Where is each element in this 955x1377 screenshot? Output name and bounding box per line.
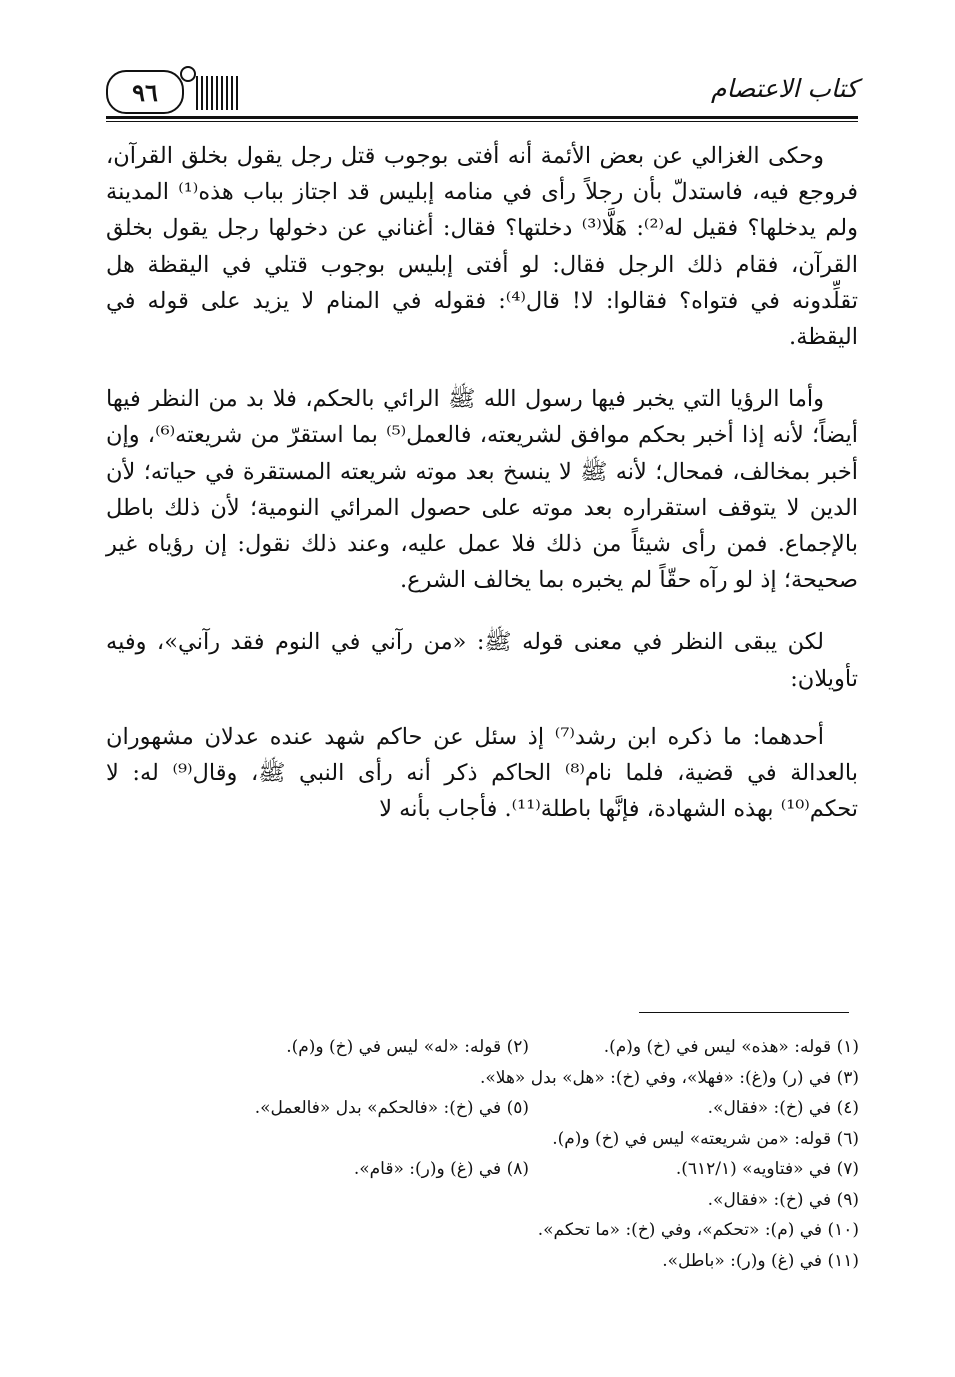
ornament-icon	[180, 66, 196, 82]
footnote-separator	[639, 1012, 849, 1013]
footnote-4: (٤) في (خ): «فقال».	[707, 1098, 859, 1118]
footnote-row	[159, 1093, 859, 1124]
footnote-row	[159, 1246, 859, 1277]
page-header	[106, 66, 858, 122]
decorative-bars	[196, 76, 238, 110]
footnote-11: (١١) في (غ) و(ر): «باطل».	[662, 1250, 859, 1271]
footnotes	[159, 1032, 859, 1276]
footnote-8: (٨) في (غ) و(ر): «قام».	[353, 1159, 529, 1179]
footnote-row	[159, 1154, 859, 1185]
page-number: ٩٦	[106, 70, 184, 114]
header-rule-thin	[106, 121, 858, 122]
footnote-3: (٣) في (ر) و(غ): «فهلا»، وفي (خ): «هل» بدل «هلا».	[480, 1067, 859, 1088]
footnote-row	[159, 1063, 859, 1094]
footnote-9: (٩) في (خ): «فقال».	[707, 1189, 859, 1210]
footnote-10: (١٠) في (م): «تحكم»، وفي (خ): «ما تحكم».	[537, 1220, 859, 1240]
book-title: كتاب الاعتصام	[711, 74, 858, 103]
footnote-2: (٢) قوله: «له» ليس في (خ) و(م).	[286, 1037, 529, 1057]
main-text	[106, 138, 858, 853]
paragraph-4: أحدهما: ما ذكره ابن رشد⁽⁷⁾ إذ سئل عن حاكم شهد عنده عدلان مشهوران بالعدالة في قضية، فلما نام⁽⁸⁾ الحاكم ذكر أنه رأى النبي ﷺ، وقال⁽⁹⁾ له: لا تحكم⁽¹⁰⁾ بهذه الشهادة، فإنَّها باطلة⁽¹¹⁾. فأجاب بأنه لا	[106, 723, 859, 823]
footnote-5: (٥) في (خ): «فالحكم» بدل «فالعمل».	[254, 1098, 529, 1118]
footnote-row	[159, 1032, 859, 1063]
paragraph-2: وأما الرؤيا التي يخبر فيها رسول الله ﷺ الرائي بالحكم، فلا بد من النظر فيها أيضاً؛ لأنه إذا أخبر بحكم موافق لشريعته، فالعمل⁽⁵⁾ بما استقرّ من شريعته⁽⁶⁾، وإن أخبر بمخالف، فمحال؛ لأنه ﷺ لا ينسخ بعد موته شريعته المستقرة في حياته؛ لأن الدين لا يتوقف استقراره بعد موته على حصول المرائي النومية؛ لأن ذلك باطل بالإجماع. فمن رأى شيئاً من ذلك فلا عمل عليه، وعند ذلك نقول: إن رؤياه غير صحيحة؛ إذ لو رآه حقّاً لم يخبره بما يخالف الشرع.	[106, 386, 858, 594]
paragraph-1: وحكى الغزالي عن بعض الأئمة أنه أفتى بوجوب قتل رجل يقول بخلق القرآن، فروجع فيه، فاستدلّ بأن رجلاً رأى في منامه إبليس قد اجتاز بباب هذه⁽¹⁾ المدينة ولم يدخلها؟ فقيل له⁽²⁾: هَلَّا⁽³⁾ دخلتها؟ فقال: أغناني عن دخولها رجل يقول بخلق القرآن، فقام ذلك الرجل فقال: لو أفتى إبليس بوجوب قتلي في اليقظة هل تقلِّدونه في فتواه؟ فقالوا: لا! قال⁽⁴⁾: فقوله في المنام لا يزيد على قوله في اليقظة.	[106, 143, 859, 351]
footnote-row	[159, 1215, 859, 1246]
footnote-row	[159, 1185, 859, 1216]
footnote-7: (٧) في «فتاويه» (٦١٢/١).	[675, 1159, 859, 1179]
paragraph-3: لكن يبقى النظر في معنى قوله ﷺ: «من رآني في النوم فقد رآني»، وفيه تأويلان:	[106, 629, 858, 692]
footnote-6: (٦) قوله: «من شريعته» ليس في (خ) و(م).	[552, 1128, 859, 1149]
footnote-row	[159, 1124, 859, 1155]
header-rule	[106, 116, 858, 119]
footnote-1: (١) قوله: «هذه» ليس في (خ) و(م).	[603, 1037, 859, 1057]
